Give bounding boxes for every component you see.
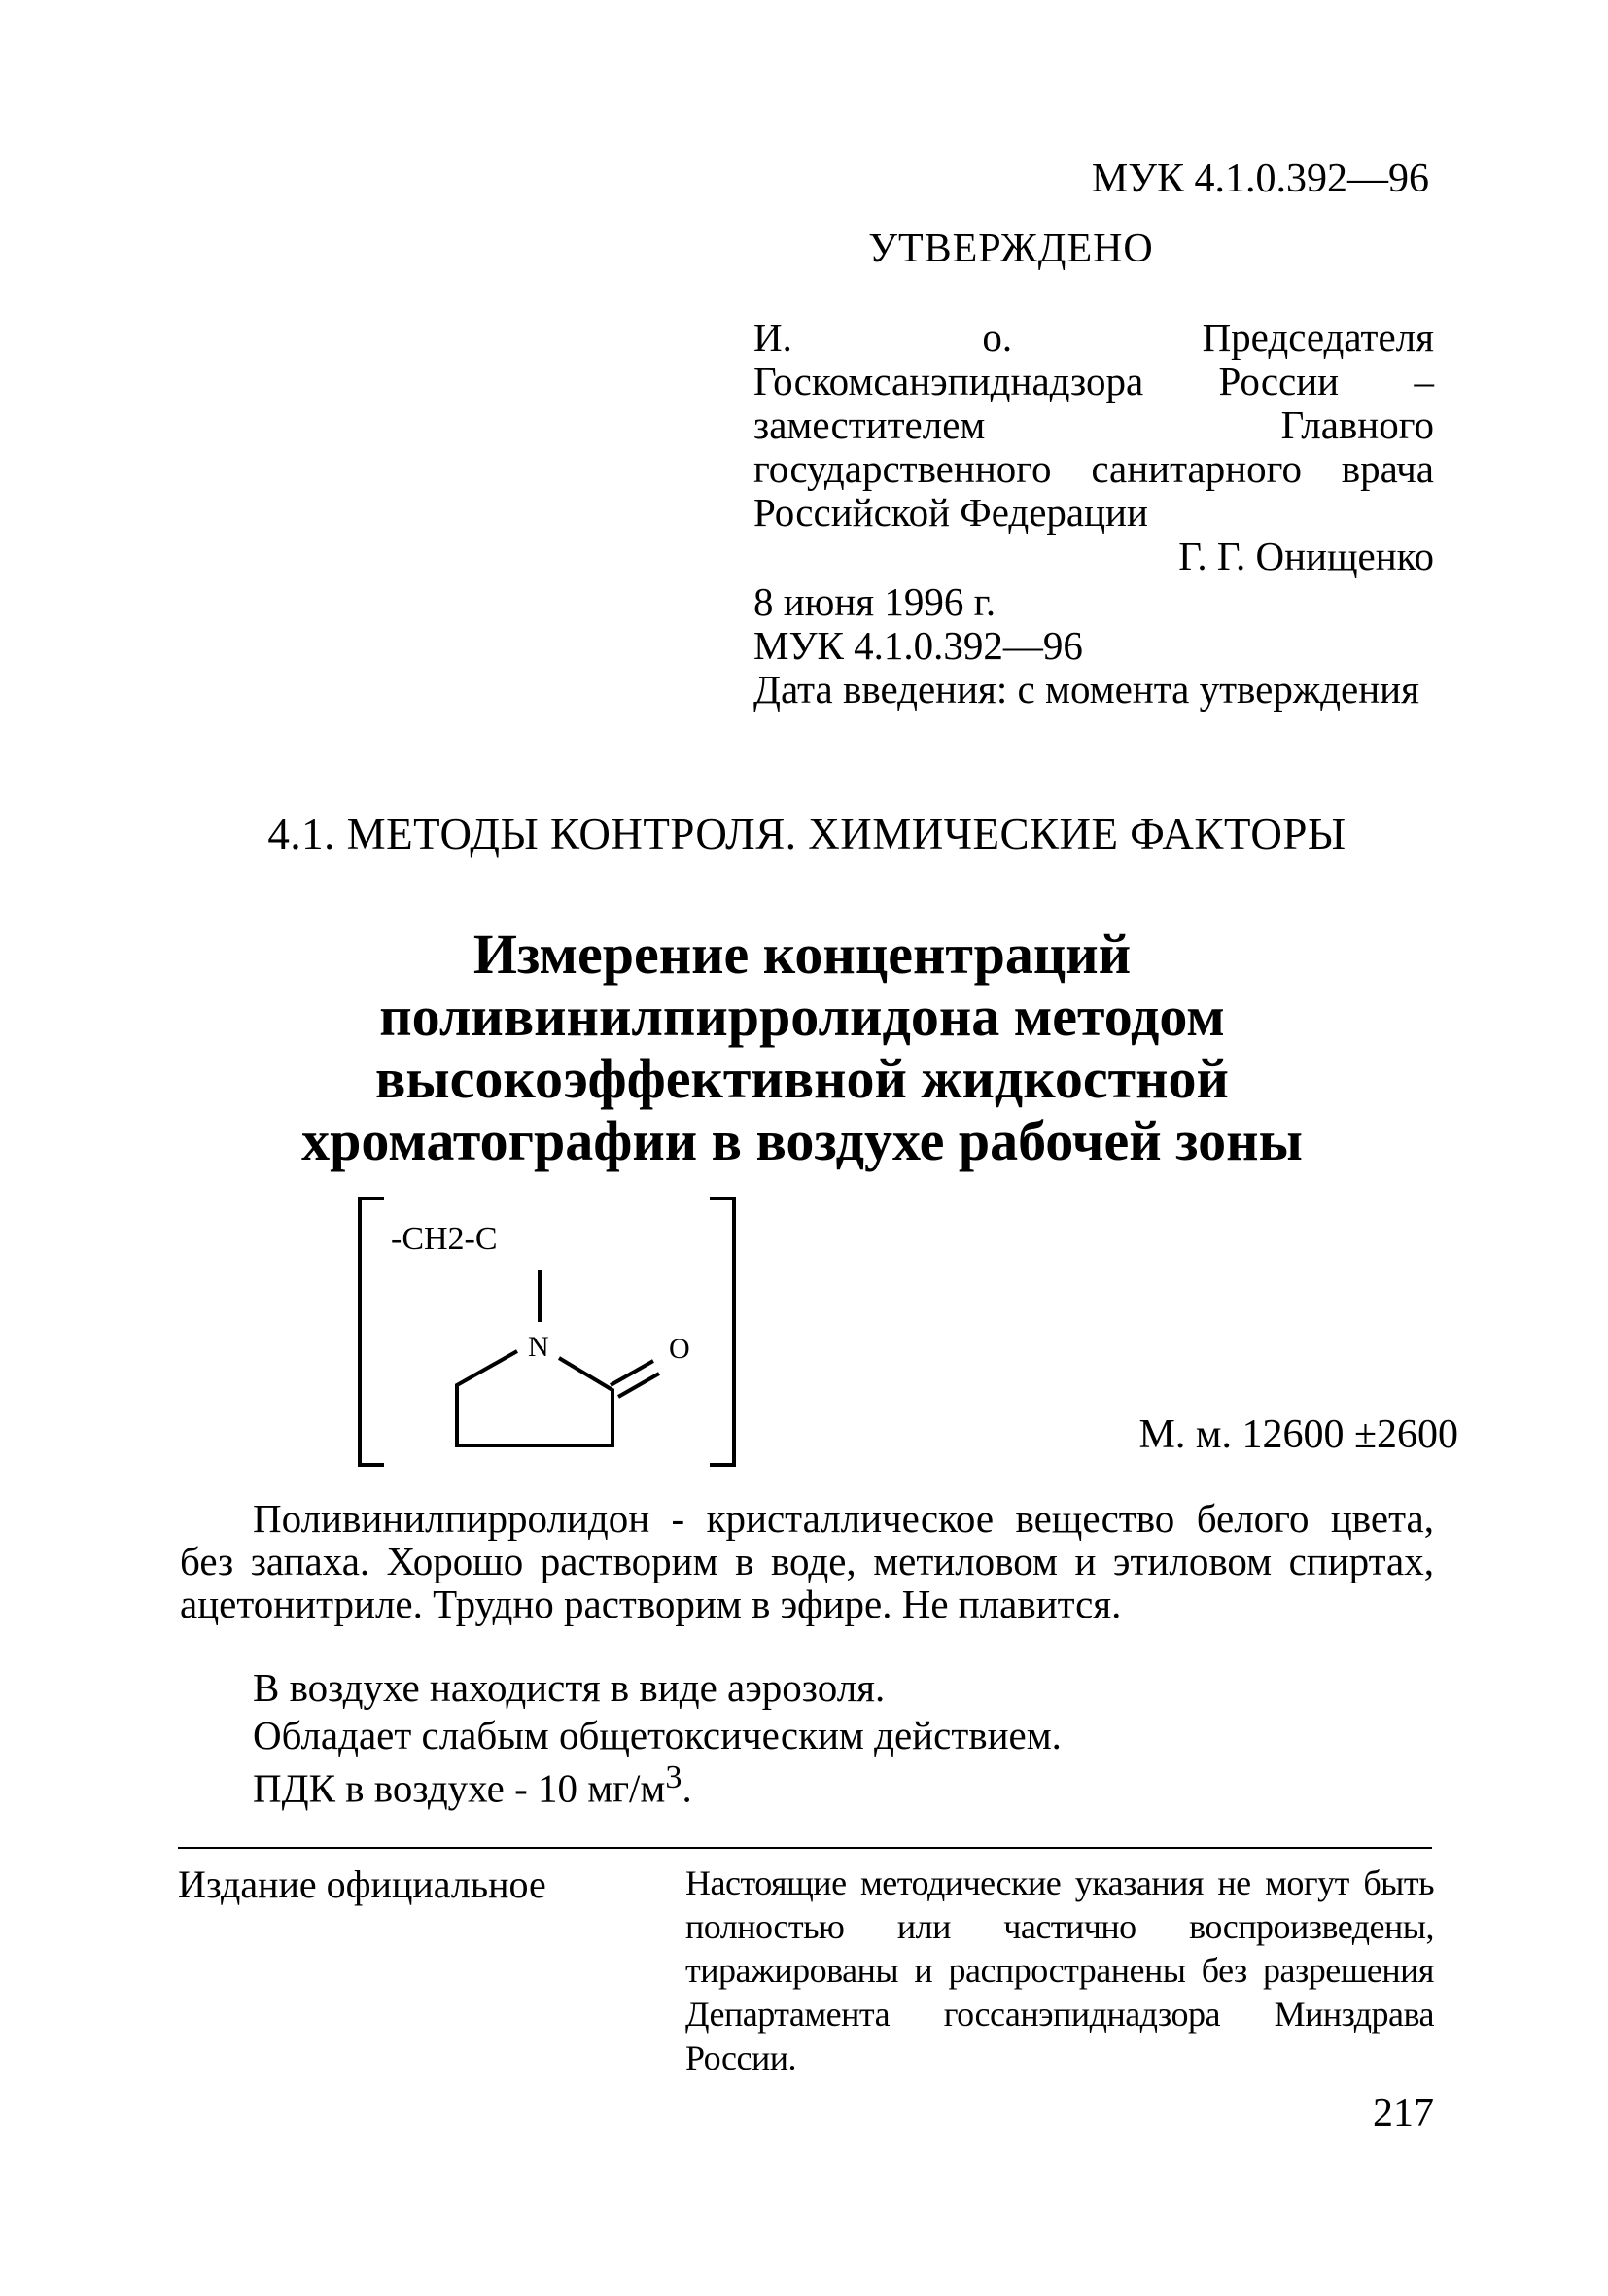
title-line: хроматографии в воздухе рабочей зоны — [301, 1109, 1303, 1172]
document-code: МУК 4.1.0.392—96 — [1091, 157, 1429, 201]
molecular-mass: М. м. 12600 ±2600 — [1138, 1412, 1458, 1457]
substance-description: Поливинилпирролидон - кристаллическое вещество белого цвета, без запаха. Хорошо растворим в воде, метиловом и этиловом спиртах, ацетонитриле. Трудно растворим в эфире. Не плавится. — [180, 1496, 1434, 1626]
pdk-superscript: 3 — [665, 1759, 682, 1795]
formula-diagram — [350, 1191, 758, 1473]
document-code-secondary: МУК 4.1.0.392—96 — [753, 623, 1083, 668]
left-bracket — [360, 1199, 384, 1465]
copyright-notice: Настоящие методические указания не могут быть полностью или частично воспроизведены, тиражированы и распространены без разрешения Департамента госсанэпиднадзора Минздрава России. — [685, 1863, 1434, 2077]
edition-label: Издание официальное — [178, 1862, 546, 1906]
signer-name: Г. Г. Онищенко — [1178, 534, 1434, 578]
approval-meta — [753, 580, 1434, 712]
title-line: высокоэффективной жидкостной — [375, 1047, 1229, 1110]
title-line: Измерение концентраций — [472, 922, 1132, 986]
approval-heading: УТВЕРЖДЕНО — [868, 226, 1154, 271]
right-bracket — [710, 1199, 734, 1465]
aerosol-note: В воздухе находистя в виде аэрозоля. — [253, 1665, 886, 1710]
approver-position: И. о. Председателя Госкомсанэпиднадзора России – заместителем Главного государственного санитарного врача Российской Федерации — [753, 315, 1434, 535]
section-title: 4.1. МЕТОДЫ КОНТРОЛЯ. ХИМИЧЕСКИЕ ФАКТОРЫ — [267, 810, 1346, 858]
footer-divider — [178, 1847, 1432, 1849]
formula-oxygen: O — [669, 1333, 690, 1365]
structural-formula — [350, 1191, 758, 1473]
page-number: 217 — [1373, 2091, 1434, 2136]
formula-nitrogen: N — [528, 1331, 549, 1363]
approval-date: 8 июня 1996 г. — [753, 579, 996, 624]
pdk-text: ПДК в воздухе - 10 мг/м — [253, 1765, 666, 1811]
pdk-note — [253, 1759, 1419, 1812]
ring-bond — [457, 1351, 612, 1445]
toxicity-note: Обладает слабым общетоксическим действием. — [253, 1713, 1062, 1757]
formula-group-label: -CH2-C — [391, 1221, 498, 1257]
effective-date: Дата введения: с момента утверждения — [753, 667, 1419, 712]
document-title — [194, 923, 1410, 1172]
title-line: поливинилпирролидона методом — [379, 985, 1225, 1048]
pdk-suffix: . — [682, 1765, 692, 1811]
